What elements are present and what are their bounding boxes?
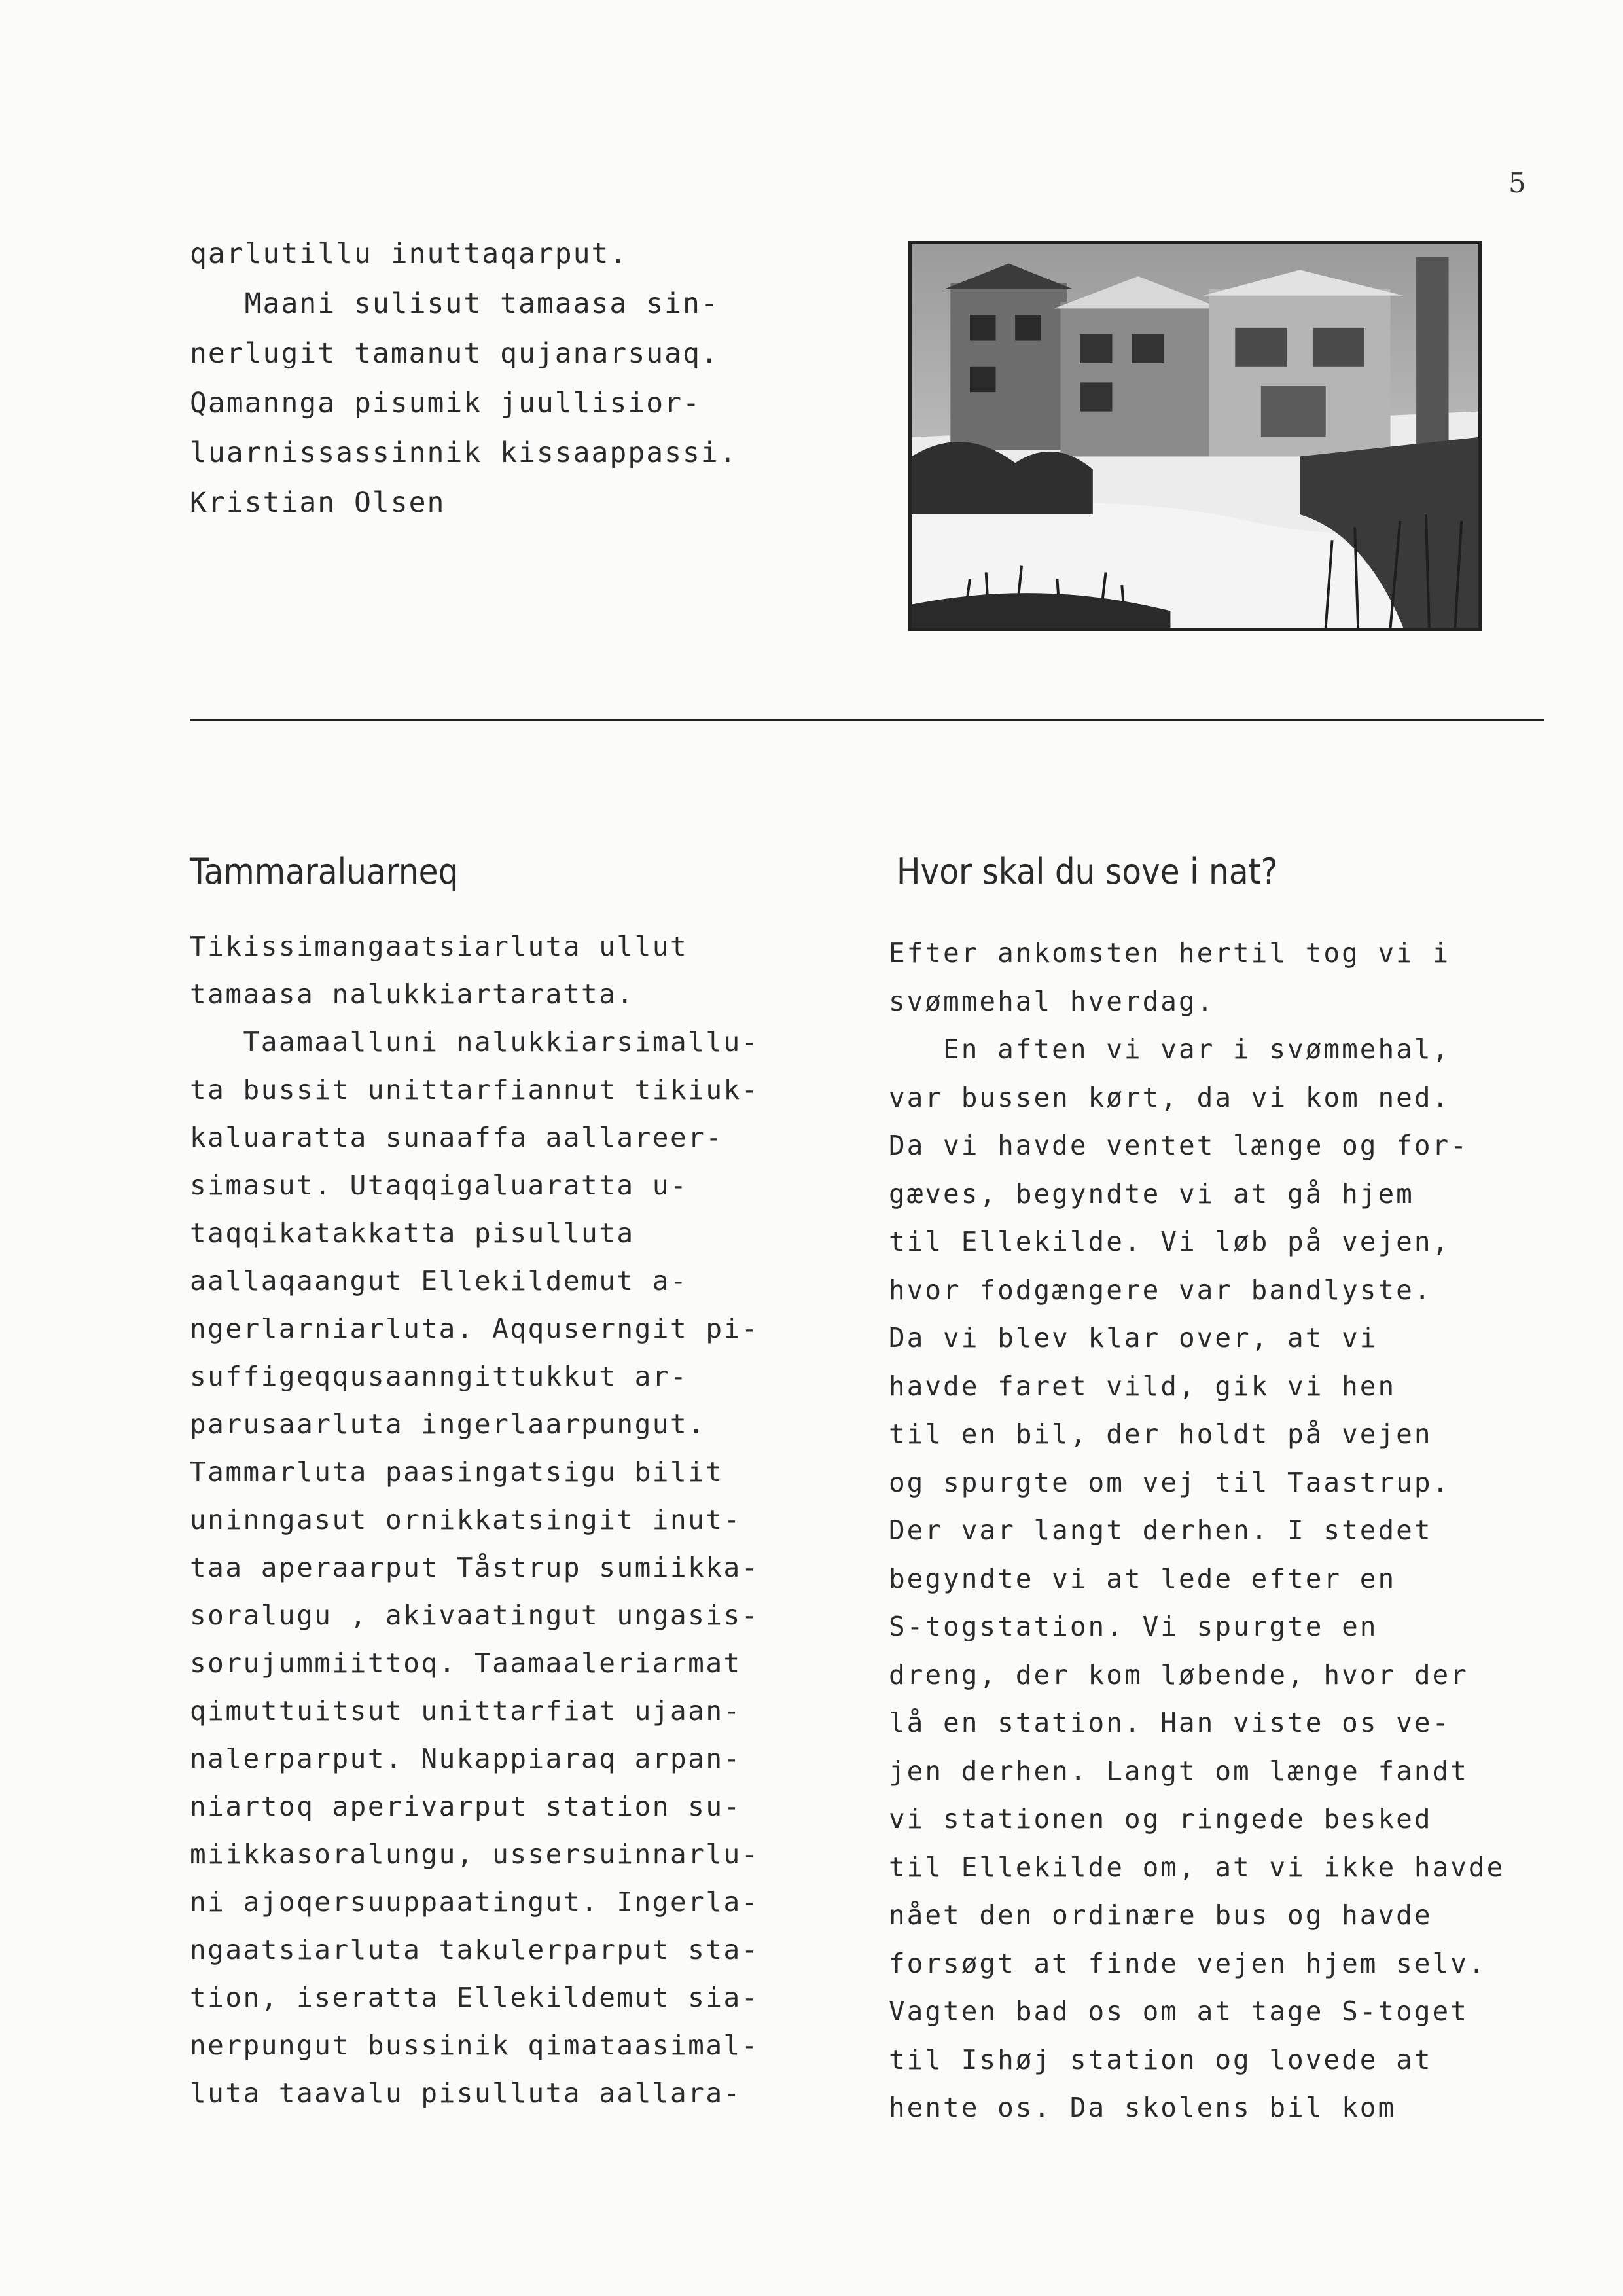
left-article-line: ngaatsiarluta takulerparput sta- — [190, 1934, 759, 1965]
right-article-line: lå en station. Han viste os ve- — [889, 1707, 1451, 1738]
left-article-line: miikkasoralungu, ussersuinnarlu- — [190, 1839, 759, 1870]
left-article-line: tamaasa nalukkiartaratta. — [190, 978, 635, 1010]
page-number: 5 — [1508, 167, 1526, 199]
intro-line: Kristian Olsen — [190, 486, 446, 519]
house-photo-image — [912, 244, 1478, 628]
left-article-line: parusaarluta ingerlaarpungut. — [190, 1408, 706, 1440]
left-article-line: ta bussit unittarfiannut tikiuk- — [190, 1074, 759, 1105]
right-article-line: Da vi blev klar over, at vi — [889, 1322, 1378, 1354]
left-article-line: taa aperaarput Tåstrup sumiikka- — [190, 1552, 759, 1583]
right-article-line: hvor fodgængere var bandlyste. — [889, 1274, 1433, 1306]
left-article-line: tion, iseratta Ellekildemut sia- — [190, 1982, 759, 2013]
intro-line: nerlugit tamanut qujanarsuaq. — [190, 337, 719, 370]
right-article-line: S-togstation. Vi spurgte en — [889, 1611, 1378, 1642]
right-article-line: til Ellekilde. Vi løb på vejen, — [889, 1226, 1451, 1257]
left-article-line: qimuttuitsut unittarfiat ujaan- — [190, 1695, 741, 1727]
right-article-line: begyndte vi at lede efter en — [889, 1562, 1397, 1594]
right-article-line: gæves, begyndte vi at gå hjem — [889, 1177, 1414, 1210]
right-article-line: nået den ordinære bus og havde — [889, 1899, 1433, 1931]
left-article-line: suffigeqqusaanngittukkut ar- — [190, 1361, 688, 1392]
left-article-line: nerpungut bussinik qimataasimal- — [190, 2030, 759, 2061]
right-article-line: vi stationen og ringede besked — [889, 1803, 1433, 1835]
right-article-line: svømmehal hverdag. — [889, 985, 1215, 1017]
intro-line: qarlutillu inuttaqarput. — [190, 238, 628, 270]
right-article-line: Da vi havde ventet længe og for- — [889, 1130, 1469, 1161]
left-article-line: kaluaratta sunaaffa aallareer- — [190, 1122, 724, 1153]
right-article-line: Vagten bad os om at tage S-toget — [889, 1996, 1469, 2027]
left-article-line: ngerlarniarluta. Aqquserngit pi- — [190, 1313, 759, 1344]
left-article-line: sorujummiittoq. Taamaaleriarmat — [190, 1647, 741, 1679]
right-article-line: var bussen kørt, da vi kom ned. — [889, 1081, 1451, 1113]
left-article-line: Tammarluta paasingatsigu bilit — [190, 1456, 724, 1488]
right-article-line: forsøgt at finde vejen hjem selv. — [889, 1947, 1487, 1979]
right-article-line: jen derhen. Langt om længe fandt — [889, 1755, 1469, 1787]
left-article-line: nalerparput. Nukappiaraq arpan- — [190, 1743, 741, 1774]
intro-line: luarnissassinnik kissaappassi. — [190, 437, 738, 469]
left-article-line: soralugu , akivaatingut ungasis- — [190, 1600, 759, 1631]
section-divider — [190, 719, 1544, 721]
left-article-title: Tammaraluarneq — [190, 851, 459, 892]
left-article-line: ni ajoqersuuppaatingut. Ingerla- — [190, 1886, 759, 1918]
intro-text — [190, 229, 738, 528]
right-article-line: En aften vi var i svømmehal, — [889, 1033, 1451, 1065]
right-article-line: til Ishøj station og lovede at — [889, 2043, 1433, 2075]
left-article-line: luta taavalu pisulluta aallara- — [190, 2077, 741, 2109]
right-article-line: Der var langt derhen. I stedet — [889, 1515, 1433, 1546]
right-article-line: og spurgte om vej til Taastrup. — [889, 1466, 1451, 1498]
left-article-line: simasut. Utaqqigaluaratta u- — [190, 1170, 688, 1201]
right-article-title: Hvor skal du sove i nat? — [897, 851, 1278, 892]
right-article-line: havde faret vild, gik vi hen — [889, 1370, 1397, 1402]
intro-line: Qamannga pisumik juullisior- — [190, 387, 701, 420]
left-article-line: niartoq aperivarput station su- — [190, 1791, 741, 1822]
left-article-line: Taamaalluni nalukkiarsimallu- — [190, 1026, 759, 1058]
left-article-line: Tikissimangaatsiarluta ullut — [190, 931, 688, 962]
right-article-line: dreng, der kom løbende, hvor der — [889, 1659, 1469, 1691]
right-article-line: til Ellekilde om, at vi ikke havde — [889, 1851, 1505, 1883]
intro-line: Maani sulisut tamaasa sin- — [190, 287, 719, 320]
house-photo — [908, 241, 1482, 631]
left-article-body — [190, 923, 759, 2117]
left-article-line: taqqikatakkatta pisulluta — [190, 1217, 635, 1249]
right-article-body — [889, 929, 1505, 2132]
right-article-line: til en bil, der holdt på vejen — [889, 1418, 1433, 1450]
right-article-line: Efter ankomsten hertil tog vi i — [889, 937, 1451, 969]
left-article-line: uninngasut ornikkatsingit inut- — [190, 1504, 741, 1535]
left-article-line: aallaqaangut Ellekildemut a- — [190, 1265, 688, 1297]
right-article-line: hente os. Da skolens bil kom — [889, 2092, 1397, 2123]
